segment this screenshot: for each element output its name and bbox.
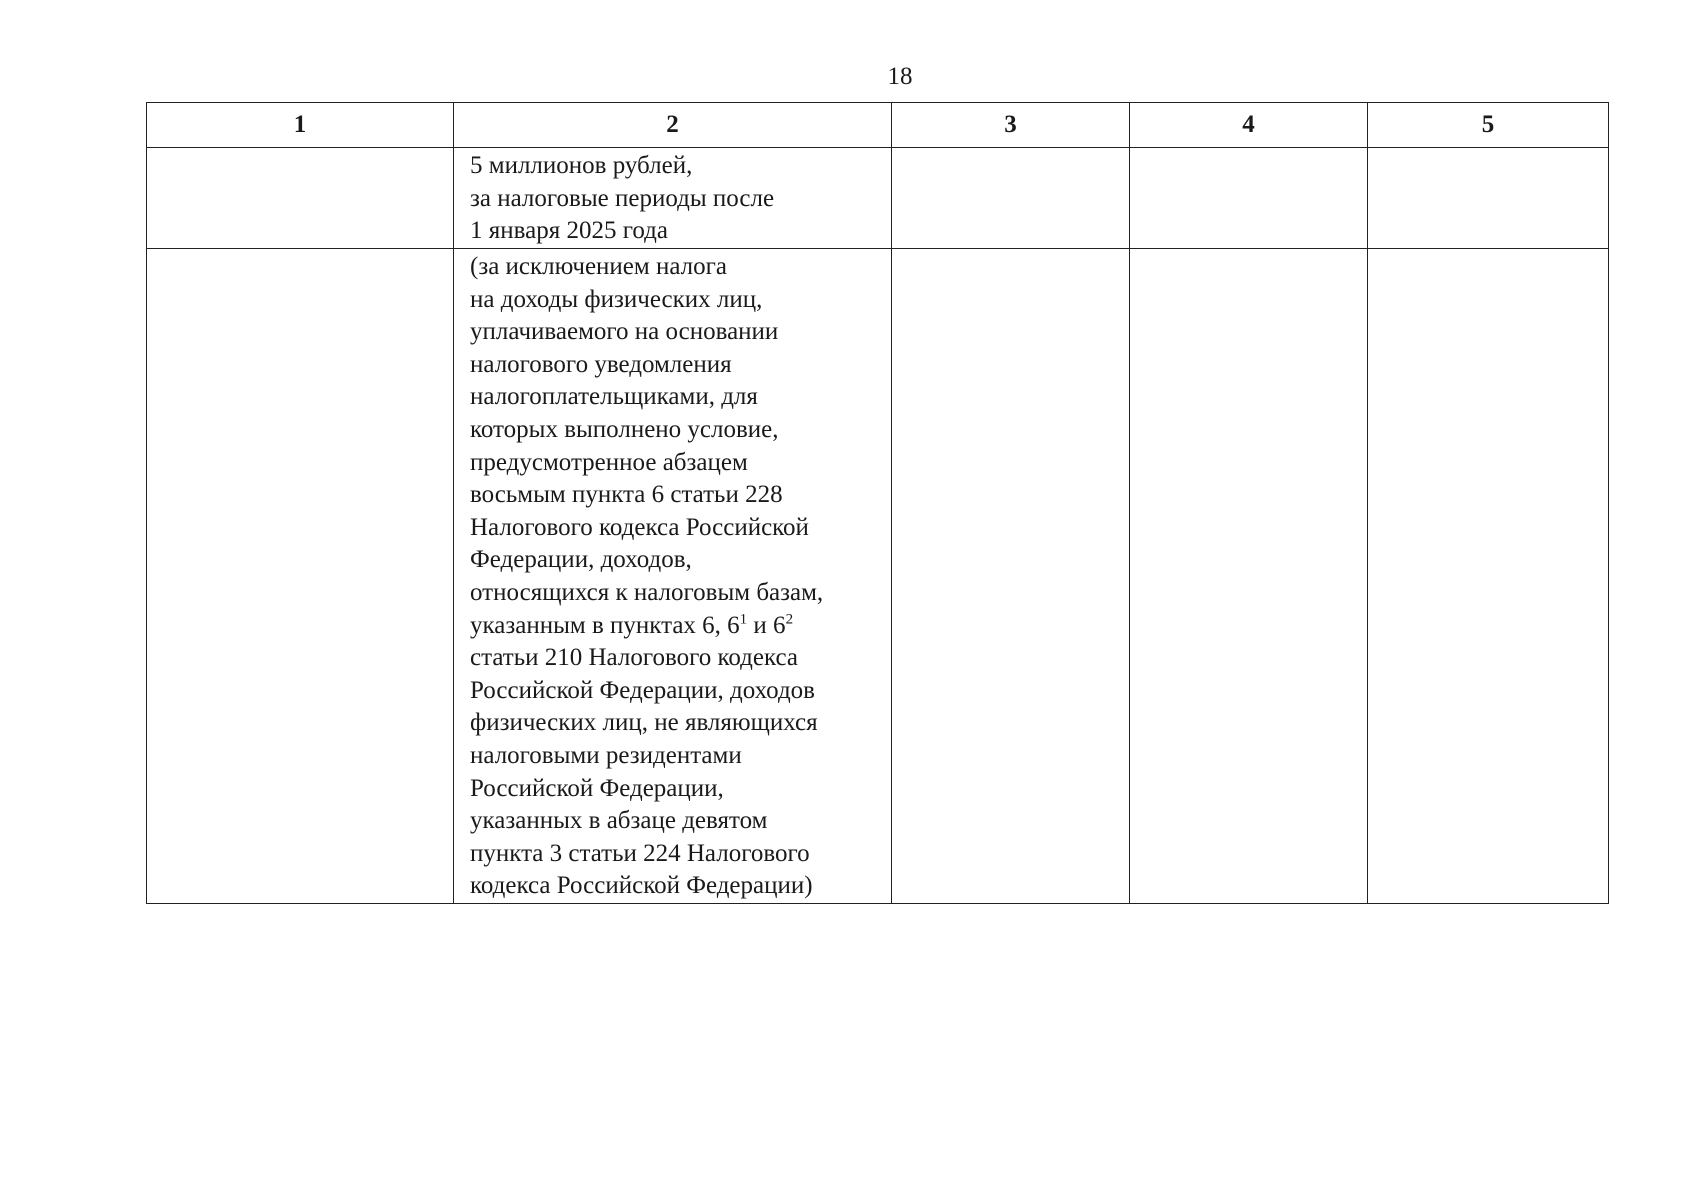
text-line: уплачиваемого на основании — [470, 318, 779, 346]
text-line-with-superscripts — [470, 610, 883, 643]
table-cell-col1 — [147, 249, 454, 904]
superscript: 2 — [785, 611, 794, 628]
text-line: налоговыми резидентами — [470, 741, 742, 769]
text-line: на доходы физических лиц, — [470, 285, 763, 313]
text-line: Российской Федерации, доходов — [470, 676, 815, 704]
text-line: относящихся к налоговым базам, — [470, 578, 824, 606]
text-line: Налогового кодекса Российской — [470, 513, 809, 541]
text-line: кодекса Российской Федерации) — [470, 872, 813, 900]
table-row — [147, 249, 1609, 904]
table-cell-col5 — [1368, 249, 1609, 904]
text-line: 5 миллионов рублей, — [470, 152, 693, 179]
cell-text-block — [454, 148, 891, 248]
text-line: 1 января 2025 года — [470, 217, 668, 245]
column-header-3: 3 — [892, 103, 1130, 148]
table-cell-col4 — [1130, 249, 1368, 904]
table-cell-col3 — [892, 148, 1130, 249]
column-header-1: 1 — [147, 103, 454, 148]
table-header-row — [147, 103, 1609, 148]
text-line: налогового уведомления — [470, 350, 732, 378]
table-cell-col2 — [454, 148, 892, 249]
column-header-2: 2 — [454, 103, 892, 148]
text-line: Российской Федерации, — [470, 774, 724, 802]
text-line: указанных в абзаце девятом — [470, 807, 768, 835]
text-line: физических лиц, не являющихся — [470, 709, 818, 737]
text-line: (за исключением налога — [470, 253, 727, 280]
column-header-5: 5 — [1368, 103, 1609, 148]
text-line: Федерации, доходов, — [470, 546, 692, 574]
page-number: 18 — [887, 63, 913, 90]
text-line: предусмотренное абзацем — [470, 448, 748, 476]
text-line: статьи 210 Налогового кодекса — [470, 644, 798, 672]
text-line: которых выполнено условие, — [470, 415, 779, 443]
text-line: восьмым пункта 6 статьи 228 — [470, 481, 783, 509]
text-line: налогоплательщиками, для — [470, 383, 758, 411]
table-cell-col3 — [892, 249, 1130, 904]
table-row — [147, 148, 1609, 249]
document-table — [146, 102, 1609, 904]
text-line: пункта 3 статьи 224 Налогового — [470, 839, 810, 867]
table-cell-col1 — [147, 148, 454, 249]
table-cell-col4 — [1130, 148, 1368, 249]
column-header-4: 4 — [1130, 103, 1368, 148]
superscript: 1 — [739, 611, 748, 628]
text-segment: указанным в пунктах 6, 6 — [470, 611, 740, 639]
table-cell-col2 — [454, 249, 892, 904]
cell-text-block — [454, 249, 891, 903]
text-segment: и 6 — [747, 611, 786, 639]
text-line: за налоговые периоды после — [470, 184, 775, 212]
table-cell-col5 — [1368, 148, 1609, 249]
